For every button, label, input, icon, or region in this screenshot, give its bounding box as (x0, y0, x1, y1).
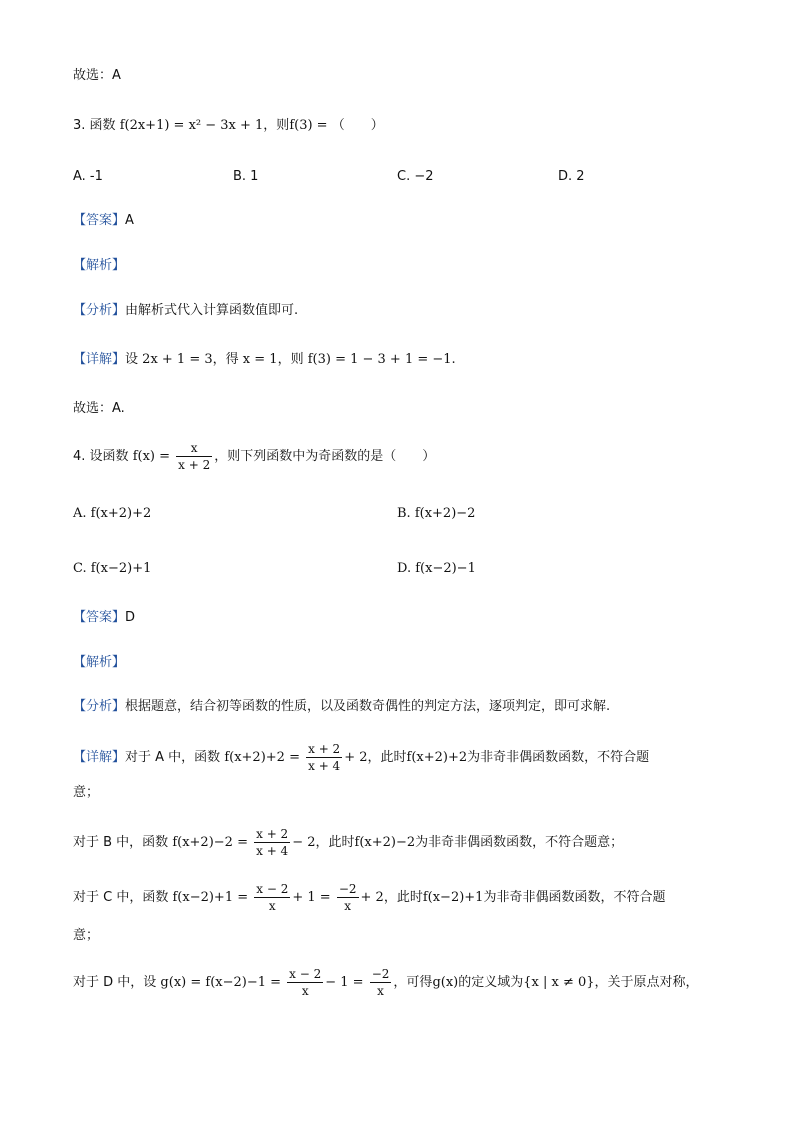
fraction (176, 441, 212, 472)
question-number: 3. 函数 (73, 118, 116, 133)
answer-blank: （ ） (331, 118, 384, 133)
text: 根据题意，结合初等函数的性质，以及函数奇偶性的判定方法，逐项判定，即可求解. (125, 699, 611, 714)
math-expression: {x | x ≠ 0} (523, 975, 595, 990)
analysis-3-tag (73, 257, 125, 275)
numerator: x (176, 441, 212, 457)
fenxi-tag: 【分析】 (73, 303, 126, 318)
question-3 (73, 117, 384, 135)
answer-value: A (125, 213, 134, 228)
analysis-tag: 【解析】 (73, 258, 126, 273)
math-expression: − 1 = (325, 975, 364, 990)
fenxi-4 (73, 698, 610, 716)
fraction (254, 882, 290, 913)
option-text: D. f(x−2)−1 (397, 561, 476, 576)
math-expression: x = 1 (242, 352, 278, 367)
text: 对于 D 中，设 (73, 975, 157, 990)
option-d (558, 168, 585, 186)
math-expression: f(x+2)−2 = (172, 835, 248, 850)
question-number: 4. 设函数 (73, 449, 129, 464)
math-expression: f(2x+1) = x² − 3x + 1 (119, 118, 264, 133)
option-text: C. f(x−2)+1 (73, 561, 152, 576)
text: 对于 A 中，函数 (125, 750, 221, 765)
xiangjie-3 (73, 351, 456, 369)
denominator: x + 2 (178, 458, 211, 472)
numerator: −2 (338, 882, 357, 896)
answer-3 (73, 212, 134, 230)
text: ，则 (263, 118, 290, 133)
answer-4 (73, 609, 135, 627)
text: ，则下列函数中为奇函数的是（ ） (214, 449, 436, 464)
option-text: B. 1 (233, 169, 259, 184)
answer-tag: 【答案】 (73, 610, 126, 625)
math-expression: f(x+2)+2 (406, 750, 468, 765)
text: 意； (73, 785, 100, 800)
choose-line-2 (73, 400, 125, 418)
denominator: x + 4 (256, 844, 289, 858)
math-expression: f(x) = (132, 449, 170, 464)
fraction (306, 742, 342, 773)
fenxi-3 (73, 302, 298, 320)
option-text: A. -1 (73, 169, 103, 184)
text: ，可得 (393, 975, 433, 990)
numerator: x + 2 (256, 827, 289, 841)
choose-line-1 (73, 67, 121, 85)
analysis-tag: 【解析】 (73, 655, 126, 670)
math-expression: g(x) (432, 975, 459, 990)
text: 为非奇非偶函数函数，不符合题意； (415, 835, 624, 850)
math-expression: g(x) = f(x−2)−1 = (160, 975, 282, 990)
math-expression: f(3) = (289, 118, 328, 133)
text: 对于 B 中，函数 (73, 835, 169, 850)
math-expression: + 1 = (292, 890, 331, 905)
option-text: D. 2 (558, 169, 585, 184)
text: ，此时 (383, 890, 423, 905)
xiangjie-4-c-cont (73, 927, 99, 945)
text: 由解析式代入计算函数值即可. (125, 303, 299, 318)
text: 的定义域为 (458, 975, 524, 990)
numerator: x + 2 (308, 742, 341, 756)
math-expression: + 2 (344, 750, 368, 765)
text: ，则 (277, 352, 304, 367)
text: 对于 C 中，函数 (73, 890, 169, 905)
option-text: B. f(x+2)−2 (397, 506, 476, 521)
option-c (73, 560, 151, 578)
numerator: x − 2 (289, 967, 322, 981)
numerator: −2 (371, 967, 390, 981)
option-d (397, 560, 476, 578)
xiangjie-tag: 【详解】 (73, 352, 126, 367)
math-expression: f(3) = 1 − 3 + 1 = −1. (307, 352, 456, 367)
xiangjie-4-a (73, 740, 649, 776)
math-expression: f(x−2)+1 = (172, 890, 249, 905)
text: 故选：A. (73, 401, 125, 416)
math-expression: − 2 (292, 835, 316, 850)
math-expression: f(x+2)−2 (354, 835, 416, 850)
math-expression: f(x−2)+1 (422, 890, 484, 905)
xiangjie-4-a-cont (73, 784, 99, 802)
answer-value: D (125, 610, 136, 625)
math-expression: 2x + 1 = 3 (142, 352, 213, 367)
fraction (287, 967, 323, 998)
fenxi-tag: 【分析】 (73, 699, 126, 714)
fraction (337, 882, 359, 913)
xiangjie-4-d (73, 965, 699, 1001)
text: ，关于原点对称， (594, 975, 699, 990)
xiangjie-4-c (73, 880, 665, 916)
text: 意； (73, 928, 100, 943)
denominator: x (377, 984, 384, 998)
xiangjie-tag: 【详解】 (73, 750, 126, 765)
option-b (233, 168, 258, 186)
denominator: x (344, 899, 352, 913)
text: ，此时 (315, 835, 355, 850)
option-a (73, 505, 151, 523)
analysis-4-tag (73, 654, 125, 672)
fraction (254, 827, 290, 858)
question-4 (73, 440, 435, 474)
numerator: x − 2 (256, 882, 289, 896)
text: ，此时 (367, 750, 407, 765)
text: 为非奇非偶函数函数，不符合题 (467, 750, 650, 765)
text: ，得 (212, 352, 239, 367)
denominator: x (268, 899, 276, 913)
math-expression: f(x+2)+2 = (224, 750, 300, 765)
option-c (397, 168, 434, 186)
option-b (397, 505, 475, 523)
text: 为非奇非偶函数函数，不符合题 (483, 890, 666, 905)
denominator: x + 4 (308, 759, 341, 773)
math-expression: + 2 (360, 890, 384, 905)
denominator: x (301, 984, 309, 998)
xiangjie-4-b (73, 825, 623, 861)
answer-tag: 【答案】 (73, 213, 126, 228)
text: 故选：A (73, 68, 121, 83)
fraction (370, 967, 392, 998)
option-text: A. f(x+2)+2 (73, 506, 152, 521)
text: 设 (125, 352, 139, 367)
option-a (73, 168, 103, 186)
option-text: C. −2 (397, 169, 434, 184)
